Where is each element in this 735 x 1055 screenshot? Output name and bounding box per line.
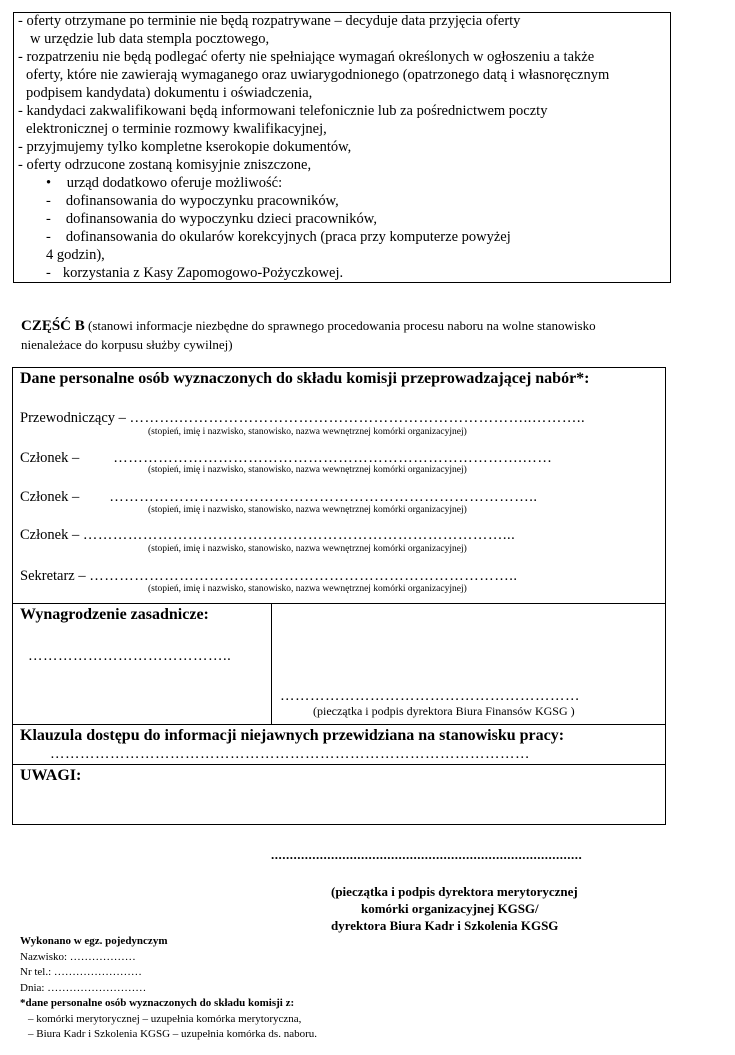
rule-line: elektronicznej o terminie rozmowy kwalifikacyjnej, [26, 121, 327, 137]
clause-input[interactable]: …………………………………………………………………………………… [50, 746, 530, 762]
committee-member-row[interactable] [20, 488, 537, 506]
surname-field[interactable]: Nazwisko: ……………… [20, 950, 136, 963]
part-b-title: CZĘŚĆ B [21, 318, 85, 334]
rule-line: - kandydaci zakwalifikowani będą informowani telefonicznie lub za pośrednictwem poczty [18, 103, 548, 119]
part-b-header [21, 317, 596, 335]
rule-line: w urzędzie lub data stempla pocztowego, [30, 31, 270, 47]
part-b-description: (stanowi informacje niezbędne do sprawnego procedowania procesu naboru na wolne stanowisko [88, 318, 596, 333]
benefit-bullet-text: urząd dodatkowo oferuje możliwość: [66, 175, 283, 191]
director-signature-line[interactable]: ................................................................................... [271, 847, 583, 862]
rule-line: - oferty otrzymane po terminie nie będą rozpatrywane – decyduje data przyjęcia oferty [18, 13, 521, 29]
part-b-description-2: nienależace do korpusu służby cywilnej) [21, 337, 233, 352]
footnote-item: – Biura Kadr i Szkolenia KGSG – uzupełnia komórka ds. naboru. [28, 1028, 317, 1040]
member-dots: ………………………………………………………………………….. [89, 568, 518, 584]
rule-line: - rozpatrzeniu nie będą podlegać oferty nie spełniające wymagań określonych w ogłoszeniu a także [18, 49, 595, 65]
rule-line: - oferty odrzucone zostaną komisyjnie zniszczone, [18, 157, 312, 173]
committee-member-row[interactable] [20, 526, 515, 544]
rule-line: podpisem kandydata) dokumentu i oświadczenia, [26, 85, 313, 101]
director-caption-3: dyrektora Biura Kadr i Szkolenia KGSG [331, 918, 559, 933]
benefit-item-text: dofinansowania do wypoczynku pracowników, [65, 193, 339, 209]
member-dots: ……….……………………………………………………………..……….. [129, 410, 586, 426]
member-label: Sekretarz – [20, 568, 86, 584]
made-in-note: Wykonano w egz. pojedynczym [20, 935, 168, 947]
finance-stamp-caption: (pieczątka i podpis dyrektora Biura Finansów KGSG ) [313, 704, 575, 718]
member-hint: (stopień, imię i nazwisko, stanowisko, nazwa wewnętrznej komórki organizacyjnej) [148, 584, 467, 594]
member-dots: ………………………………………………………………………….. [109, 489, 538, 505]
member-hint: (stopień, imię i nazwisko, stanowisko, nazwa wewnętrznej komórki organizacyjnej) [148, 465, 467, 475]
date-field[interactable]: Dnia: ……………………… [20, 981, 147, 994]
benefit-item: - dofinansowania do okularów korekcyjnych (praca przy komputerze powyżej [46, 229, 511, 245]
committee-title: Dane personalne osób wyznaczonych do składu komisji przeprowadzającej nabór*: [20, 370, 590, 387]
benefit-bullet-line [18, 174, 609, 192]
member-hint: (stopień, imię i nazwisko, stanowisko, nazwa wewnętrznej komórki organizacyjnej) [148, 427, 467, 437]
divider [12, 603, 666, 604]
benefit-item-text: dofinansowania do okularów korekcyjnych (praca przy komputerze powyżej [65, 229, 511, 245]
member-label: Członek – [20, 527, 80, 543]
member-dots: …………………………………………………………………………... [82, 527, 516, 543]
member-label: Członek – [20, 489, 80, 505]
benefit-item-text: dofinansowania do wypoczynku dzieci pracowników, [65, 211, 377, 227]
rule-line: oferty, które nie zawierają wymaganego oraz uwiarygodnionego (opatrzonego datą i własnoręcznym [26, 67, 610, 83]
footer [20, 934, 317, 1043]
footnote-title: *dane personalne osób wyznaczonych do składu komisji z: [20, 997, 295, 1009]
member-hint: (stopień, imię i nazwisko, stanowisko, nazwa wewnętrznej komórki organizacyjnej) [148, 505, 467, 515]
divider [12, 724, 666, 725]
footnote-item: – komórki merytorycznej – uzupełnia komórka merytoryczna, [28, 1012, 302, 1025]
salary-title: Wynagrodzenie zasadnicze: [20, 606, 209, 623]
member-hint: (stopień, imię i nazwisko, stanowisko, nazwa wewnętrznej komórki organizacyjnej) [148, 544, 467, 554]
divider [271, 603, 272, 724]
committee-member-row[interactable] [20, 567, 518, 585]
finance-signature-line[interactable]: …………………………………………………… [280, 688, 580, 704]
benefit-item-cont: 4 godzin), [46, 247, 105, 263]
benefit-item-text: korzystania z Kasy Zapomogowo-Pożyczkowej. [62, 265, 344, 281]
rule-line: - przyjmujemy tylko kompletne kserokopie dokumentów, [18, 139, 352, 155]
member-dots: ……………………………………………………………………….…… [113, 450, 553, 466]
remarks-title: UWAGI: [20, 767, 82, 784]
member-label: Przewodniczący – [20, 410, 126, 426]
clause-title: Klauzula dostępu do informacji niejawnych przewidziana na stanowisku pracy: [20, 727, 565, 744]
benefit-item: - dofinansowania do wypoczynku dzieci pracowników, [46, 211, 377, 227]
salary-input[interactable]: ………………………………….. [28, 648, 232, 664]
benefit-item: - korzystania z Kasy Zapomogowo-Pożyczkowej. [46, 265, 344, 281]
bullet-icon: • [46, 175, 52, 191]
director-caption-1: (pieczątka i podpis dyrektora merytorycznej [331, 884, 578, 899]
divider [12, 764, 666, 765]
committee-member-row[interactable] [20, 409, 585, 427]
benefit-item: - dofinansowania do wypoczynku pracowników, [46, 193, 339, 209]
director-caption-2: komórki organizacyjnej KGSG/ [361, 901, 539, 916]
member-label: Członek – [20, 450, 80, 466]
phone-field[interactable]: Nr tel.: …………………… [20, 966, 142, 978]
offer-rules-text [18, 12, 609, 282]
